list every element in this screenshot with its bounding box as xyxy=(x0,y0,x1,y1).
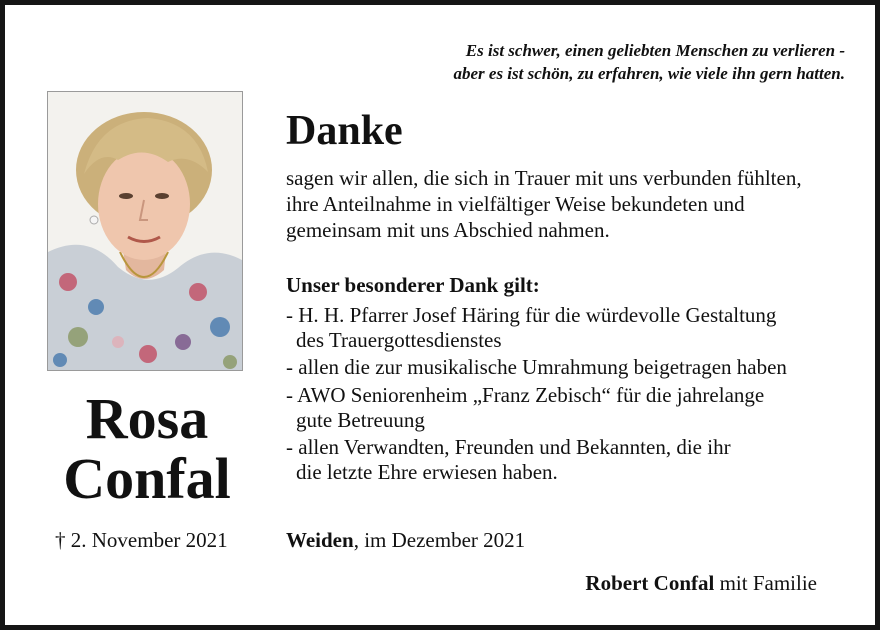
place-name: Weiden xyxy=(286,528,354,552)
signature-name: Robert Confal xyxy=(585,571,715,595)
thanks-heading: Danke xyxy=(286,108,403,154)
thanks-item-3-line-1: - AWO Seniorenheim „Franz Zebisch“ für die jahrelange xyxy=(286,383,765,407)
deceased-last-name: Confal xyxy=(63,446,231,511)
thanks-item-1-line-1: - H. H. Pfarrer Josef Häring für die würdevolle Gestaltung xyxy=(286,303,777,327)
thanks-item-1-line-2: des Trauergottesdienstes xyxy=(296,328,502,352)
intro-line-3: gemeinsam mit uns Abschied nahmen. xyxy=(286,218,610,242)
thanks-item-3 xyxy=(286,383,764,433)
place-date xyxy=(286,527,525,553)
motto-line-1: Es ist schwer, einen geliebten Menschen zu verlieren - xyxy=(465,41,845,60)
deceased-first-name: Rosa xyxy=(85,386,209,451)
motto-line-2: aber es ist schön, zu erfahren, wie viele ihn gern hatten. xyxy=(453,64,845,83)
intro-line-2: ihre Anteilnahme in vielfältiger Weise bekundeten und xyxy=(286,192,745,216)
portrait-photo xyxy=(47,91,243,371)
thanks-item-2-line-1: - allen die zur musikalische Umrahmung beigetragen haben xyxy=(286,355,787,379)
intro-line-1: sagen wir allen, die sich in Trauer mit uns verbunden fühlten, xyxy=(286,166,802,190)
special-thanks-title: Unser besonderer Dank gilt: xyxy=(286,273,540,297)
thanks-item-4 xyxy=(286,435,731,485)
motto-quote xyxy=(453,39,845,85)
thanks-item-4-line-2: die letzte Ehre erwiesen haben. xyxy=(296,460,558,484)
thanks-item-4-line-1: - allen Verwandten, Freunden und Bekannten, die ihr xyxy=(286,435,731,459)
signature-suffix: mit Familie xyxy=(714,571,817,595)
signature xyxy=(585,570,817,596)
thanks-item-3-line-2: gute Betreuung xyxy=(296,408,425,432)
place-date-text: , im Dezember 2021 xyxy=(353,528,526,552)
thanks-item-2 xyxy=(286,355,787,380)
thanks-item-1 xyxy=(286,303,776,353)
death-date: † 2. November 2021 xyxy=(55,528,228,552)
